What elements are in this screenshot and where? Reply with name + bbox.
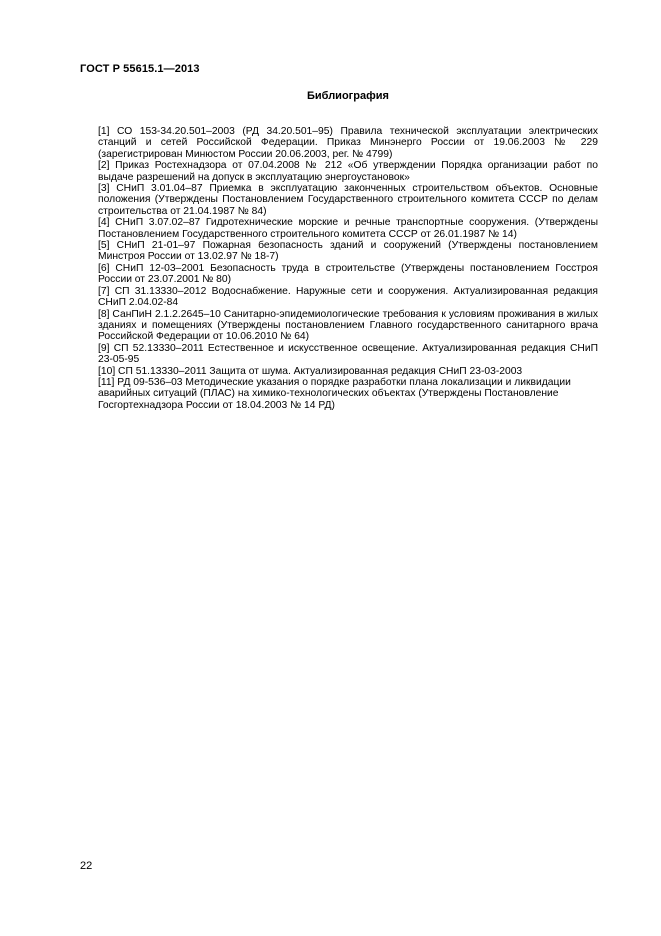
bibliography-item-11: [11] РД 09-536–03 Методические указания о порядке разработки плана локализации и ликвидации аварийных ситуаций (ПЛАС) на химико-технологических объектах (Утверждены Постановление Госгортехнадзора России от 18.04.2003 № 14 РД)	[98, 376, 571, 411]
page-number: 22	[80, 860, 93, 872]
bibliography-item-5: [5] СНиП 21-01–97 Пожарная безопасность зданий и сооружений (Утверждены постановлением Минстроя России от 13.02.97 № 18-7)	[98, 240, 598, 263]
bibliography-item-9: [9] СП 52.13330–2011 Естественное и искусственное освещение. Актуализированная редакция СНиП 23-05-95	[98, 342, 598, 366]
bibliography-item-3: [3] СНиП 3.01.04–87 Приемка в эксплуатацию законченных строительством объектов. Основные положения (Утверждены Постановлением Государственного строительного комитета СССР по делам строительства от 21.04.1987 № 84)	[98, 183, 598, 217]
bibliography-list	[98, 126, 598, 411]
bibliography-item-2: [2] Приказ Ростехнадзора от 07.04.2008 № 212 «Об утверждении Порядка организации работ по выдаче разрешений на допуск в эксплуатацию энергоустановок»	[98, 160, 598, 183]
bibliography-item-1: [1] СО 153-34.20.501–2003 (РД 34.20.501–95) Правила технической эксплуатации электрических станций и сетей Российской Федерации. Приказ Минэнерго России от 19.06.2003 № 229 (зарегистрирован Минюстом России 20.06.2003, рег. № 4799)	[98, 126, 598, 160]
document-code: ГОСТ Р 55615.1—2013	[80, 63, 200, 75]
bibliography-item-7: [7] СП 31.13330–2012 Водоснабжение. Наружные сети и сооружения. Актуализированная редакция СНиП 2.04.02-84	[98, 285, 598, 309]
bibliography-item-10: [10] СП 51.13330–2011 Защита от шума. Актуализированная редакция СНиП 23-03-2003	[98, 365, 523, 377]
bibliography-item-4: [4] СНиП 3.07.02–87 Гидротехнические морские и речные транспортные сооружения. (Утверждены Постановлением Государственного строительного комитета СССР от 26.01.1987 № 14)	[98, 217, 598, 240]
bibliography-item-6: [6] СНиП 12-03–2001 Безопасность труда в строительстве (Утверждены постановлением Госстроя России от 23.07.2001 № 80)	[98, 262, 598, 286]
bibliography-item-8: [8] СанПиН 2.1.2.2645–10 Санитарно-эпидемиологические требования к условиям проживания в жилых зданиях и помещениях (Утверждены постановлением Главного государственного санитарного врача Российской Федерации от 10.06.2010 № 64)	[98, 308, 598, 343]
section-title: Библиография	[307, 90, 389, 102]
